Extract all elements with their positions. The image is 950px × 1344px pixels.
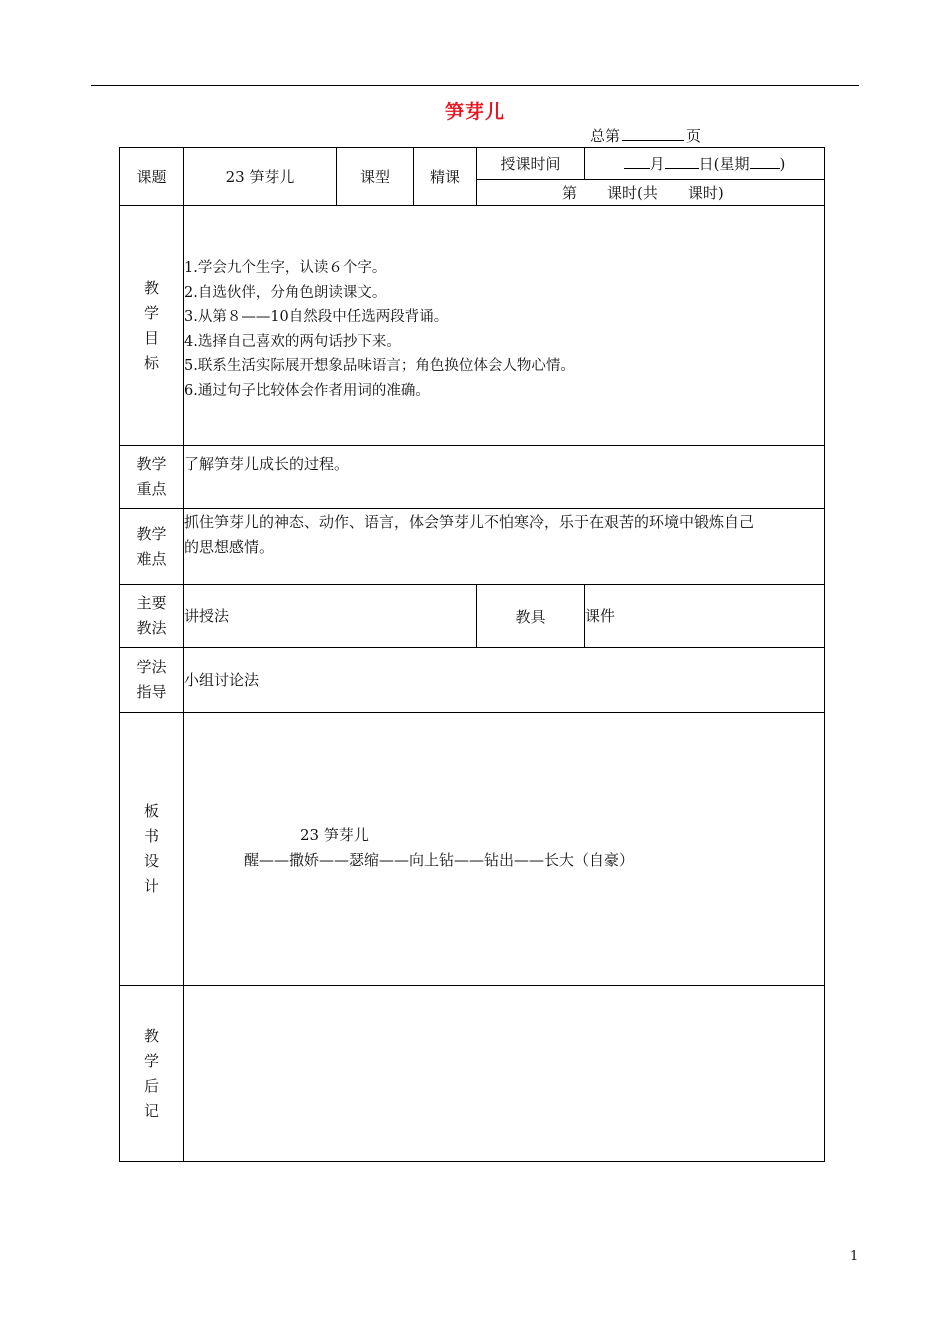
period-ks: 课时(共	[607, 184, 658, 202]
goal-item: 5.联系生活实际展开想象品味语言；角色换位体会人物心情。	[184, 358, 575, 374]
learning-value: 小组讨论法	[184, 648, 825, 713]
board-line-title: 23 笋芽儿	[300, 826, 369, 844]
page-total-suffix: 页	[686, 127, 702, 145]
reflection-content[interactable]	[184, 986, 825, 1162]
board-content	[184, 713, 825, 986]
header-rule	[91, 85, 859, 86]
methods-value: 讲授法	[184, 585, 477, 648]
weekday-blank	[750, 154, 780, 169]
topic-value: 23 笋芽儿	[184, 148, 337, 206]
board-line-stages: 醒——撒娇——瑟缩——向上钻——钻出——长大（自豪）	[244, 851, 635, 869]
goal-item: 1.学会九个生字，认读６个字。	[184, 260, 387, 276]
goal-item: 2.自选伙伴，分角色朗读课文。	[184, 284, 387, 301]
board-label: 板 书 设 计	[120, 713, 184, 986]
methods-row	[120, 585, 825, 648]
page-total-blank	[622, 126, 684, 141]
key-points-label: 教学 重点	[120, 446, 184, 509]
type-value: 精课	[414, 148, 477, 206]
type-label: 课型	[337, 148, 414, 206]
difficulties-row	[120, 509, 825, 585]
time-value	[585, 148, 825, 180]
page-number: 1	[850, 1249, 859, 1264]
learning-label: 学法 指导	[120, 648, 184, 713]
board-row	[120, 713, 825, 986]
goals-list	[184, 206, 825, 446]
day-label: 日(星期	[698, 155, 750, 173]
learning-row	[120, 648, 825, 713]
time-label: 授课时间	[477, 148, 585, 180]
day-blank	[665, 154, 699, 169]
difficulties-label: 教学 难点	[120, 509, 184, 585]
tools-label: 教具	[477, 585, 585, 648]
goals-row	[120, 206, 825, 446]
methods-label: 主要 教法	[120, 585, 184, 648]
goal-item: 3.从第８——10自然段中任选两段背诵。	[184, 309, 449, 325]
goals-label: 教 学 目 标	[120, 206, 184, 446]
reflection-label: 教 学 后 记	[120, 986, 184, 1162]
month-blank	[624, 154, 650, 169]
weekday-close: )	[779, 155, 786, 173]
lesson-plan-table	[119, 147, 825, 1162]
key-points-row	[120, 446, 825, 509]
period-di: 第	[562, 184, 578, 202]
key-points-text: 了解笋芽儿成长的过程。	[184, 446, 825, 509]
goal-item: 4.选择自己喜欢的两句话抄下来。	[184, 333, 401, 350]
page-total	[590, 125, 701, 146]
topic-label: 课题	[120, 148, 184, 206]
page-title: 笋芽儿	[444, 101, 505, 123]
page-total-prefix: 总第	[590, 127, 621, 145]
difficulties-text: 抓住笋芽儿的神态、动作、语言，体会笋芽儿不怕寒冷，乐于在艰苦的环境中锻炼自己 的思想感情。	[184, 509, 825, 585]
reflection-row	[120, 986, 825, 1162]
goal-item: 6.通过句子比较体会作者用词的准确。	[184, 382, 430, 399]
period-end: 课时)	[687, 184, 724, 202]
tools-value: 课件	[585, 585, 825, 648]
month-label: 月	[649, 155, 665, 173]
period-cell	[477, 180, 825, 206]
header-row-1	[120, 148, 825, 180]
